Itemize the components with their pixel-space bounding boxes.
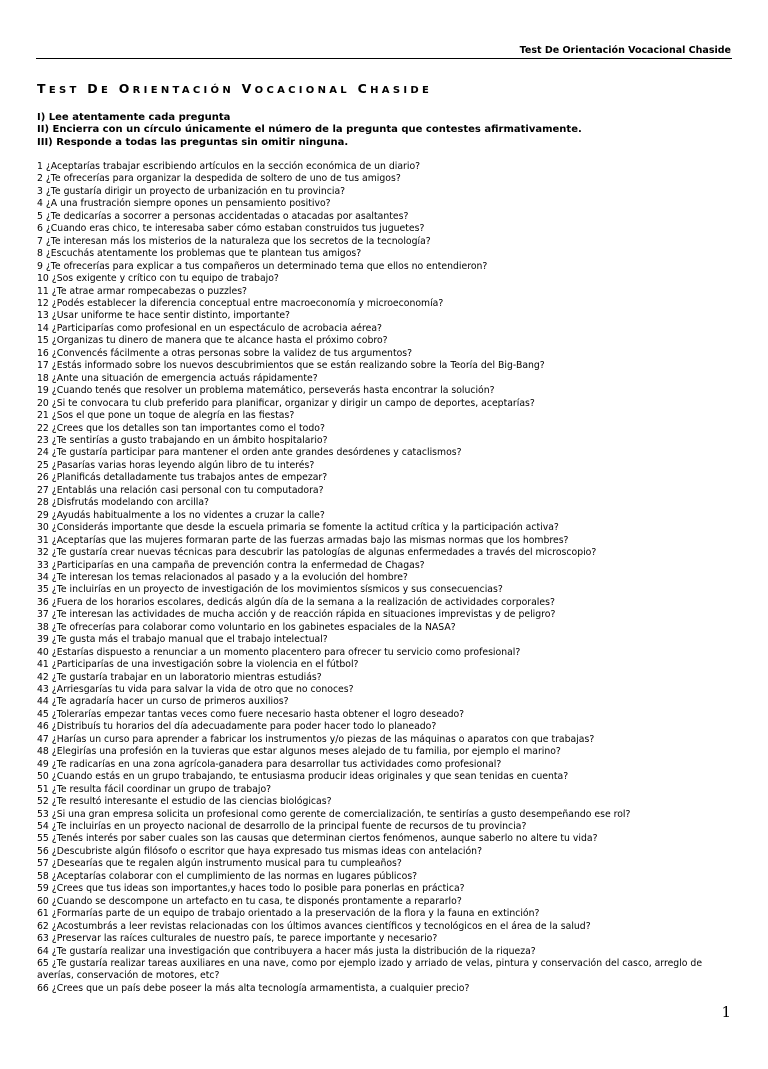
question-item: 30 ¿Considerás importante que desde la escuela primaria se fomente la actitud crítica y la participación activa?	[37, 522, 559, 534]
instruction-line: III) Responde a todas las preguntas sin omitir ninguna.	[37, 136, 349, 148]
question-item: 25 ¿Pasarías varias horas leyendo algún libro de tu interés?	[37, 459, 315, 471]
question-item: 61 ¿Formarías parte de un equipo de trabajo orientado a la preservación de la flora y la fauna en extinción?	[37, 908, 540, 920]
question-item: 16 ¿Convencés fácilmente a otras personas sobre la validez de tus argumentos?	[37, 347, 413, 359]
question-item: 50 ¿Cuando estás en un grupo trabajando, te entusiasma producir ideas originales y que sean tenidas en cuenta?	[37, 771, 569, 783]
question-item: 42 ¿Te gustaría trabajar en un laboratorio mientras estudiás?	[37, 671, 322, 683]
question-item: 3 ¿Te gustaría dirigir un proyecto de urbanización en tu provincia?	[37, 185, 346, 197]
question-item: 2 ¿Te ofrecerías para organizar la despedida de soltero de uno de tus amigos?	[37, 173, 401, 185]
question-item: 53 ¿Si una gran empresa solicita un profesional como gerente de comercialización, te sentirías a gusto desempeñando ese rol?	[37, 808, 631, 820]
question-item: 32 ¿Te gustaría crear nuevas técnicas para descubrir las patologías de algunas enfermedades a través del microscopio?	[37, 547, 597, 559]
question-item: 66 ¿Crees que un país debe poseer la más alta tecnología armamentista, a cualquier precio?	[37, 982, 470, 994]
header-divider	[36, 58, 732, 59]
page-number: 1	[721, 1003, 731, 1021]
question-item: 22 ¿Crees que los detalles son tan importantes como el todo?	[37, 422, 325, 434]
question-item: 51 ¿Te resulta fácil coordinar un grupo de trabajo?	[37, 783, 272, 795]
question-item: 55 ¿Tenés interés por saber cuales son las causas que determinan ciertos fenómenos, aunque saberlo no altere tu vida?	[37, 833, 598, 845]
question-item: 19 ¿Cuando tenés que resolver un problema matemático, perseverás hasta encontrar la solución?	[37, 385, 495, 397]
question-item: 52 ¿Te resultó interesante el estudio de las ciencias biológicas?	[37, 796, 332, 808]
question-item: 58 ¿Aceptarías colaborar con el cumplimiento de las normas en lugares públicos?	[37, 870, 418, 882]
question-item: 56 ¿Descubriste algún filósofo o escritor que haya expresado tus mismas ideas con antelación?	[37, 845, 483, 857]
question-item: 63 ¿Preservar las raíces culturales de nuestro país, te parece importante y necesario?	[37, 933, 438, 945]
question-item: 47 ¿Harías un curso para aprender a fabricar los instrumentos y/o piezas de las máquinas o aparatos con que trabajas?	[37, 733, 595, 745]
question-item: 5 ¿Te dedicarías a socorrer a personas accidentadas o atacadas por asaltantes?	[37, 210, 409, 222]
question-item: 62 ¿Acostumbrás a leer revistas relacionadas con los últimos avances científicos y tecnológicos en el área de la salud?	[37, 920, 591, 932]
question-item: 4 ¿A una frustración siempre opones un pensamiento positivo?	[37, 198, 331, 210]
question-item: 36 ¿Fuera de los horarios escolares, dedicás algún día de la semana a la realización de actividades corporales?	[37, 596, 555, 608]
question-item: 9 ¿Te ofrecerías para explicar a tus compañeros un determinado tema que ellos no entendieron?	[37, 260, 488, 272]
question-item: 1 ¿Aceptarías trabajar escribiendo artículos en la sección económica de un diario?	[37, 161, 421, 172]
instructions-block	[37, 112, 582, 149]
question-item: 54 ¿Te incluirías en un proyecto nacional de desarrollo de la principal fuente de recursos de tu provincia?	[37, 821, 527, 833]
question-item: 12 ¿Podés establecer la diferencia conceptual entre macroeconomía y microeconomía?	[37, 297, 444, 309]
question-item: 8 ¿Escuchás atentamente los problemas que te plantean tus amigos?	[37, 248, 362, 260]
question-item: 38 ¿Te ofrecerías para colaborar como voluntario en los gabinetes espaciales de la NASA?	[37, 621, 456, 633]
question-item: 23 ¿Te sentirías a gusto trabajando en un ámbito hospitalario?	[37, 434, 328, 446]
running-header-title: Test De Orientación Vocacional Chaside	[519, 45, 731, 56]
question-item: 10 ¿Sos exigente y crítico con tu equipo de trabajo?	[37, 273, 279, 285]
question-item: 21 ¿Sos el que pone un toque de alegría en las fiestas?	[37, 410, 295, 422]
question-item: 49 ¿Te radicarías en una zona agrícola-ganadera para desarrollar tus actividades como profesional?	[37, 758, 502, 770]
question-item: 48 ¿Elegirías una profesión en la tuvieras que estar algunos meses alejado de tu familia, por ejemplo el marino?	[37, 746, 561, 758]
question-item: 65 ¿Te gustaría realizar tareas auxiliares en una nave, como por ejemplo izado y arriado de velas, pintura y conservación del casco, arreglo de averías, conservación de motores, etc?	[37, 958, 703, 982]
question-item: 43 ¿Arriesgarías tu vida para salvar la vida de otro que no conoces?	[37, 684, 354, 696]
question-list	[37, 161, 737, 995]
question-item: 18 ¿Ante una situación de emergencia actuás rápidamente?	[37, 372, 318, 384]
question-item: 27 ¿Entablás una relación casi personal con tu computadora?	[37, 484, 324, 496]
question-item: 33 ¿Participarías en una campaña de prevención contra la enfermedad de Chagas?	[37, 559, 425, 571]
question-item: 41 ¿Participarías de una investigación sobre la violencia en el fútbol?	[37, 659, 359, 671]
question-item: 59 ¿Crees que tus ideas son importantes,y haces todo lo posible para ponerlas en práctica?	[37, 883, 465, 895]
question-item: 26 ¿Planificás detalladamente tus trabajos antes de empezar?	[37, 472, 328, 484]
question-item: 31 ¿Aceptarías que las mujeres formaran parte de las fuerzas armadas bajo las mismas normas que los hombres?	[37, 534, 569, 546]
question-item: 64 ¿Te gustaría realizar una investigación que contribuyera a hacer más justa la distribución de la riqueza?	[37, 945, 536, 957]
question-item: 7 ¿Te interesan más los misterios de la naturaleza que los secretos de la tecnología?	[37, 235, 431, 247]
question-item: 35 ¿Te incluirías en un proyecto de investigación de los movimientos sísmicos y sus consecuencias?	[37, 584, 503, 596]
question-item: 45 ¿Tolerarías empezar tantas veces como fuere necesario hasta obtener el logro deseado?	[37, 708, 465, 720]
question-item: 6 ¿Cuando eras chico, te interesaba saber cómo estaban construidos tus juguetes?	[37, 223, 425, 235]
question-item: 20 ¿Si te convocara tu club preferido para planificar, organizar y dirigir un campo de deportes, aceptarías?	[37, 397, 535, 409]
question-item: 57 ¿Desearías que te regalen algún instrumento musical para tu cumpleaños?	[37, 858, 402, 870]
question-item: 46 ¿Distribuís tu horarios del día adecuadamente para poder hacer todo lo planeado?	[37, 721, 437, 733]
question-item: 39 ¿Te gusta más el trabajo manual que el trabajo intelectual?	[37, 634, 328, 646]
instruction-line: I) Lee atentamente cada pregunta	[37, 112, 231, 123]
question-item: 15 ¿Organizas tu dinero de manera que te alcance hasta el próximo cobro?	[37, 335, 388, 347]
instruction-line: II) Encierra con un círculo únicamente el número de la pregunta que contestes afirmativamente.	[37, 124, 582, 136]
question-item: 17 ¿Estás informado sobre los nuevos descubrimientos que se están realizando sobre la Teoría del Big-Bang?	[37, 360, 545, 372]
question-item: 40 ¿Estarías dispuesto a renunciar a un momento placentero para ofrecer tu servicio como profesional?	[37, 646, 521, 658]
question-item: 60 ¿Cuando se descompone un artefacto en tu casa, te disponés prontamente a repararlo?	[37, 895, 462, 907]
question-item: 11 ¿Te atrae armar rompecabezas o puzzles?	[37, 285, 247, 297]
question-item: 14 ¿Participarías como profesional en un espectáculo de acrobacia aérea?	[37, 322, 382, 334]
question-item: 34 ¿Te interesan los temas relacionados al pasado y a la evolución del hombre?	[37, 571, 408, 583]
question-item: 13 ¿Usar uniforme te hace sentir distinto, importante?	[37, 310, 290, 322]
question-item: 29 ¿Ayudás habitualmente a los no videntes a cruzar la calle?	[37, 509, 325, 521]
question-item: 28 ¿Disfrutás modelando con arcilla?	[37, 497, 209, 509]
question-item: 24 ¿Te gustaría participar para mantener el orden ante grandes desórdenes y cataclismos?	[37, 447, 462, 459]
question-item: 44 ¿Te agradaría hacer un curso de primeros auxilios?	[37, 696, 289, 708]
question-item: 37 ¿Te interesan las actividades de mucha acción y de reacción rápida en situaciones imprevistas y de peligro?	[37, 609, 556, 621]
document-title: TEST DE ORIENTACIÓN VOCACIONAL CHASIDE	[37, 81, 433, 96]
